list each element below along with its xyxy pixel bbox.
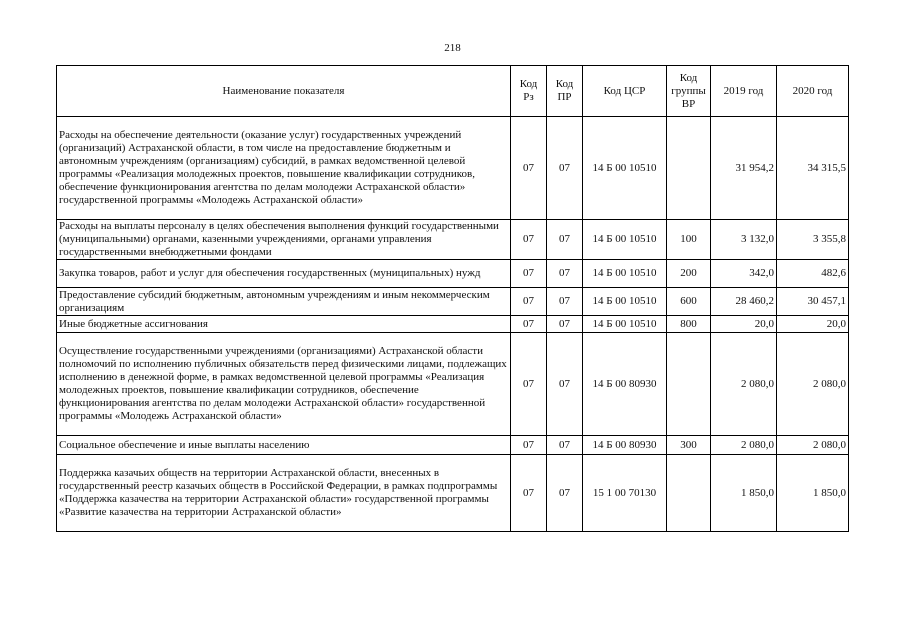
table-row: [57, 333, 849, 436]
row-pr: 07: [547, 220, 583, 260]
row-vr: [667, 117, 711, 220]
row-2020: 2 080,0: [777, 333, 849, 436]
row-rz: 07: [511, 436, 547, 455]
row-name: Иные бюджетные ассигнования: [57, 316, 511, 333]
table-row: [57, 288, 849, 316]
header-rz: Код Рз: [511, 66, 547, 117]
table-row: [57, 117, 849, 220]
row-rz: 07: [511, 117, 547, 220]
table-row: [57, 220, 849, 260]
row-2019: 20,0: [711, 316, 777, 333]
header-2020: 2020 год: [777, 66, 849, 117]
row-2020: 3 355,8: [777, 220, 849, 260]
row-pr: 07: [547, 260, 583, 288]
row-2020: 1 850,0: [777, 455, 849, 532]
row-pr: 07: [547, 316, 583, 333]
table-row: [57, 260, 849, 288]
row-name: Социальное обеспечение и иные выплаты населению: [57, 436, 511, 455]
table-header-row: [57, 66, 849, 117]
row-pr: 07: [547, 333, 583, 436]
row-vr: 600: [667, 288, 711, 316]
row-2019: 31 954,2: [711, 117, 777, 220]
row-pr: 07: [547, 436, 583, 455]
row-2020: 2 080,0: [777, 436, 849, 455]
header-2019: 2019 год: [711, 66, 777, 117]
row-2019: 28 460,2: [711, 288, 777, 316]
row-pr: 07: [547, 455, 583, 532]
header-name: Наименование показателя: [57, 66, 511, 117]
row-name: Осуществление государственными учреждениями (организациями) Астраханской области полномочий по исполнению публичных обязательств перед физическими лицами, подлежащих исполнению в денежной форме, в рамках ведомственной целевой программы «Реализация молодежных проектов, повышение квалификации сотрудников, обеспечение функционирования агентства по делам молодежи Астраханской области» государственной программы «Молодежь Астраханской области»: [57, 333, 511, 436]
row-2020: 34 315,5: [777, 117, 849, 220]
row-rz: 07: [511, 220, 547, 260]
table-row: [57, 455, 849, 532]
row-2019: 2 080,0: [711, 436, 777, 455]
row-csr: 14 Б 00 10510: [583, 316, 667, 333]
row-2019: 2 080,0: [711, 333, 777, 436]
row-2020: 482,6: [777, 260, 849, 288]
row-pr: 07: [547, 288, 583, 316]
row-2019: 3 132,0: [711, 220, 777, 260]
row-name: Расходы на обеспечение деятельности (оказание услуг) государственных учреждений (организаций) Астраханской области, в том числе на предоставление бюджетным и автономным учреждениям (организациям) субсидий, в рамках ведомственной целевой программы «Реализация молодежных проектов, повышение квалификации сотрудников, обеспечение функционирования агентства по делам молодежи Астраханской области» государственной программы «Молодежь Астраханской области»: [57, 117, 511, 220]
table-row: [57, 316, 849, 333]
table-row: [57, 436, 849, 455]
row-rz: 07: [511, 455, 547, 532]
row-2020: 20,0: [777, 316, 849, 333]
row-csr: 14 Б 00 10510: [583, 260, 667, 288]
row-csr: 14 Б 00 10510: [583, 288, 667, 316]
row-csr: 15 1 00 70130: [583, 455, 667, 532]
row-rz: 07: [511, 288, 547, 316]
row-csr: 14 Б 00 80930: [583, 436, 667, 455]
row-name: Предоставление субсидий бюджетным, автономным учреждениям и иным некоммерческим организациям: [57, 288, 511, 316]
row-2020: 30 457,1: [777, 288, 849, 316]
row-name: Закупка товаров, работ и услуг для обеспечения государственных (муниципальных) нужд: [57, 260, 511, 288]
row-name: Расходы на выплаты персоналу в целях обеспечения выполнения функций государственными (муниципальными) органами, казенными учреждениями, органами управления государственными внебюджетными фондами: [57, 220, 511, 260]
header-csr: Код ЦСР: [583, 66, 667, 117]
page-number: 218: [444, 42, 461, 54]
row-rz: 07: [511, 316, 547, 333]
header-vr: Код группы ВР: [667, 66, 711, 117]
row-csr: 14 Б 00 10510: [583, 220, 667, 260]
row-rz: 07: [511, 333, 547, 436]
row-pr: 07: [547, 117, 583, 220]
row-2019: 1 850,0: [711, 455, 777, 532]
budget-table: [56, 65, 849, 532]
row-csr: 14 Б 00 10510: [583, 117, 667, 220]
row-vr: 200: [667, 260, 711, 288]
row-vr: 100: [667, 220, 711, 260]
row-vr: 800: [667, 316, 711, 333]
row-csr: 14 Б 00 80930: [583, 333, 667, 436]
header-pr: Код ПР: [547, 66, 583, 117]
row-name: Поддержка казачьих обществ на территории Астраханской области, внесенных в государственный реестр казачьих обществ в Российской Федерации, в рамках подпрограммы «Поддержка казачества на территории Астраханской области» государственной программы «Развитие казачества на территории Астраханской области»: [57, 455, 511, 532]
row-vr: [667, 455, 711, 532]
row-vr: [667, 333, 711, 436]
row-rz: 07: [511, 260, 547, 288]
row-2019: 342,0: [711, 260, 777, 288]
row-vr: 300: [667, 436, 711, 455]
